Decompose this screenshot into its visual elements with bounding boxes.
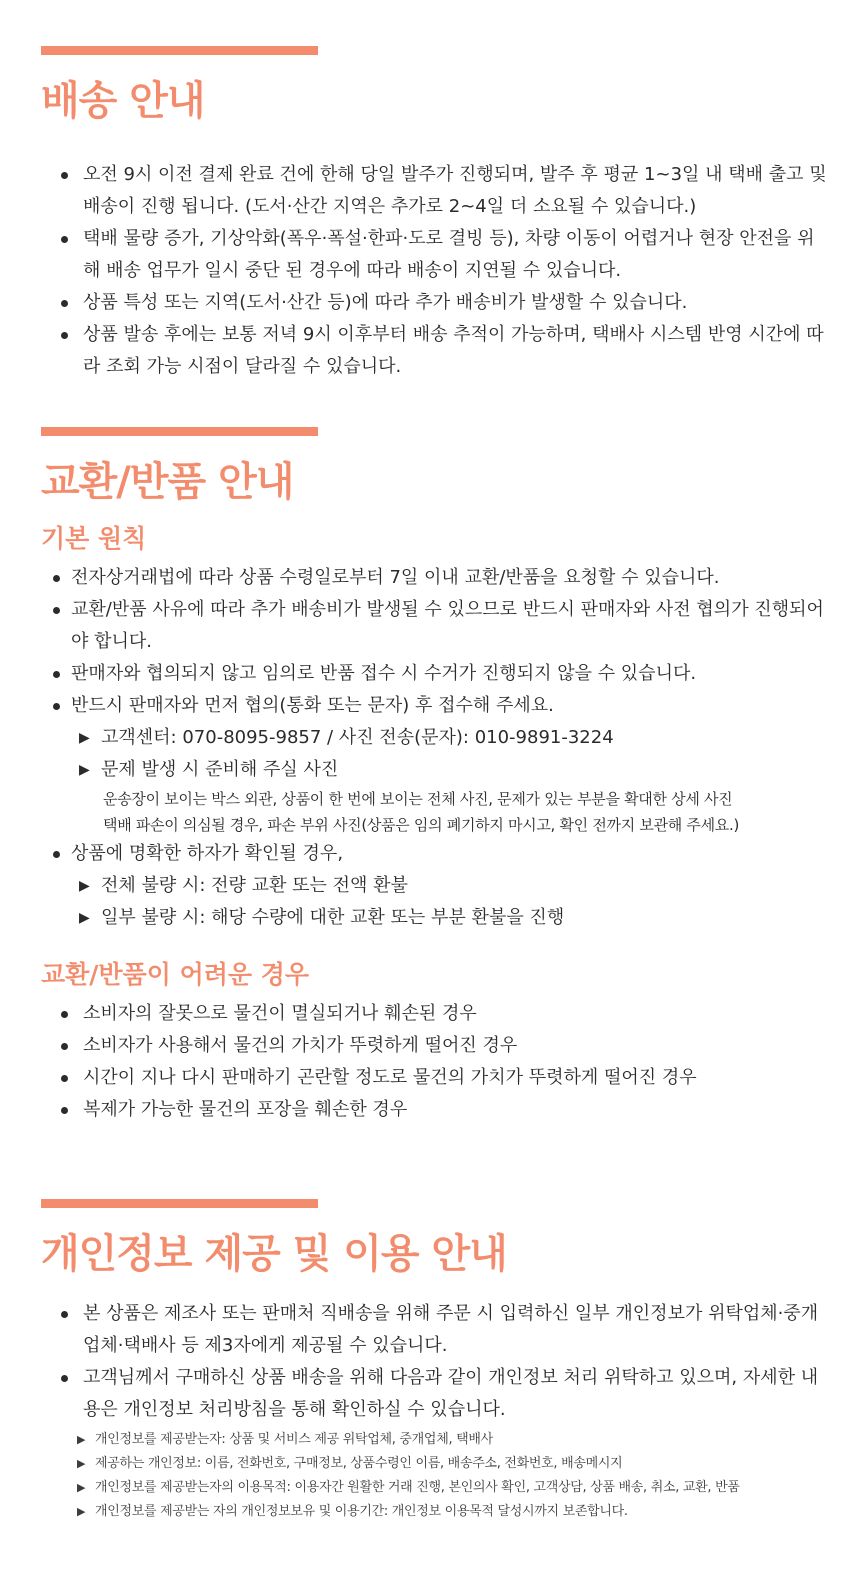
privacy-detail-text: 개인정보를 제공받는자: 상품 및 서비스 제공 위탁업체, 중개업체, 택배사 [95, 1432, 493, 1447]
defect-option [79, 902, 831, 934]
list-item [41, 838, 831, 934]
privacy-section [41, 1199, 831, 1524]
hard-cases-list [41, 998, 831, 1126]
arrow-icon: ▶ [79, 910, 90, 926]
list-item: 소비자의 잘못으로 물건이 멸실되거나 훼손된 경우 [41, 998, 831, 1030]
privacy-detail-text: 개인정보를 제공받는 자의 개인정보보유 및 이용기간: 개인정보 이용목적 달성시까지 보존합니다. [95, 1504, 628, 1519]
list-item: 판매자와 협의되지 않고 임의로 반품 접수 시 수거가 진행되지 않을 수 있습니다. [41, 658, 831, 690]
privacy-detail [77, 1428, 831, 1452]
privacy-detail [77, 1500, 831, 1524]
list-item-text: 상품에 명확한 하자가 확인될 경우, [71, 843, 344, 864]
shipping-list [41, 159, 831, 383]
list-item: 상품 발송 후에는 보통 저녁 9시 이후부터 배송 추적이 가능하며, 택배사 시스템 반영 시간에 따라 조회 가능 시점이 달라질 수 있습니다. [41, 319, 831, 383]
contact-text: 고객센터: 070-8095-9857 / 사진 전송(문자): 010-9891-3224 [101, 727, 614, 748]
section-accent-bar [41, 1199, 318, 1208]
arrow-icon: ▶ [77, 1433, 86, 1446]
list-item [41, 690, 831, 838]
privacy-title: 개인정보 제공 및 이용 안내 [41, 1231, 507, 1277]
exchange-section [41, 427, 831, 1126]
list-item: 교환/반품 사유에 따라 추가 배송비가 발생될 수 있으므로 반드시 판매자와 사전 협의가 진행되어야 합니다. [41, 594, 831, 658]
photo-note: 택배 파손이 의심될 경우, 파손 부위 사진(상품은 임의 폐기하지 마시고, 확인 전까지 보관해 주세요.) [103, 816, 740, 834]
arrow-icon: ▶ [79, 730, 90, 746]
arrow-icon: ▶ [77, 1481, 86, 1494]
section-accent-bar [41, 427, 318, 436]
list-item: 전자상거래법에 따라 상품 수령일로부터 7일 이내 교환/반품을 요청할 수 있습니다. [41, 562, 831, 594]
privacy-detail [77, 1476, 831, 1500]
privacy-detail-text: 개인정보를 제공받는자의 이용목적: 이용자간 원활한 거래 진행, 본인의사 확인, 고객상담, 상품 배송, 취소, 교환, 반품 [95, 1480, 740, 1495]
arrow-icon: ▶ [79, 762, 90, 778]
photo-guide [79, 754, 831, 786]
list-item: 복제가 가능한 물건의 포장을 훼손한 경우 [41, 1094, 831, 1126]
shipping-title: 배송 안내 [41, 78, 205, 124]
principles-list [41, 562, 831, 934]
hard-cases-subtitle: 교환/반품이 어려운 경우 [41, 960, 310, 989]
list-item: 고객님께서 구매하신 상품 배송을 위해 다음과 같이 개인정보 처리 위탁하고 있으며, 자세한 내용은 개인정보 처리방침을 통해 확인하실 수 있습니다. [41, 1362, 831, 1426]
defect-option [79, 870, 831, 902]
shipping-section [41, 46, 831, 383]
photo-guide-title: 문제 발생 시 준비해 주실 사진 [101, 759, 339, 780]
section-accent-bar [41, 46, 318, 55]
list-item: 택배 물량 증가, 기상악화(폭우·폭설·한파·도로 결빙 등), 차량 이동이 어렵거나 현장 안전을 위해 배송 업무가 일시 중단 된 경우에 따라 배송이 지연될 수 있습니다. [41, 223, 831, 287]
arrow-icon: ▶ [77, 1505, 86, 1518]
contact-info [79, 722, 831, 754]
list-item: 오전 9시 이전 결제 완료 건에 한해 당일 발주가 진행되며, 발주 후 평균 1~3일 내 택배 출고 및 배송이 진행 됩니다. (도서·산간 지역은 추가로 2~4일 더 소요될 수 있습니다.) [41, 159, 831, 223]
list-item: 시간이 지나 다시 판매하기 곤란할 정도로 물건의 가치가 뚜렷하게 떨어진 경우 [41, 1062, 831, 1094]
privacy-detail-text: 제공하는 개인정보: 이름, 전화번호, 구매정보, 상품수령인 이름, 배송주소, 전화번호, 배송메시지 [95, 1456, 623, 1471]
arrow-icon: ▶ [77, 1457, 86, 1470]
defect-option-text: 일부 불량 시: 해당 수량에 대한 교환 또는 부분 환불을 진행 [101, 907, 565, 928]
list-item-text: 반드시 판매자와 먼저 협의(통화 또는 문자) 후 접수해 주세요. [71, 695, 554, 716]
list-item: 상품 특성 또는 지역(도서·산간 등)에 따라 추가 배송비가 발생할 수 있습니다. [41, 287, 831, 319]
principles-subtitle: 기본 원칙 [41, 524, 147, 553]
list-item: 소비자가 사용해서 물건의 가치가 뚜렷하게 떨어진 경우 [41, 1030, 831, 1062]
privacy-details [41, 1428, 831, 1524]
exchange-title: 교환/반품 안내 [41, 459, 294, 505]
defect-option-text: 전체 불량 시: 전량 교환 또는 전액 환불 [101, 875, 408, 896]
arrow-icon: ▶ [79, 878, 90, 894]
photo-note: 운송장이 보이는 박스 외관, 상품이 한 번에 보이는 전체 사진, 문제가 있는 부분을 확대한 상세 사진 [103, 790, 733, 808]
privacy-detail [77, 1452, 831, 1476]
list-item: 본 상품은 제조사 또는 판매처 직배송을 위해 주문 시 입력하신 일부 개인정보가 위탁업체·중개업체·택배사 등 제3자에게 제공될 수 있습니다. [41, 1298, 831, 1362]
privacy-list [41, 1298, 831, 1426]
